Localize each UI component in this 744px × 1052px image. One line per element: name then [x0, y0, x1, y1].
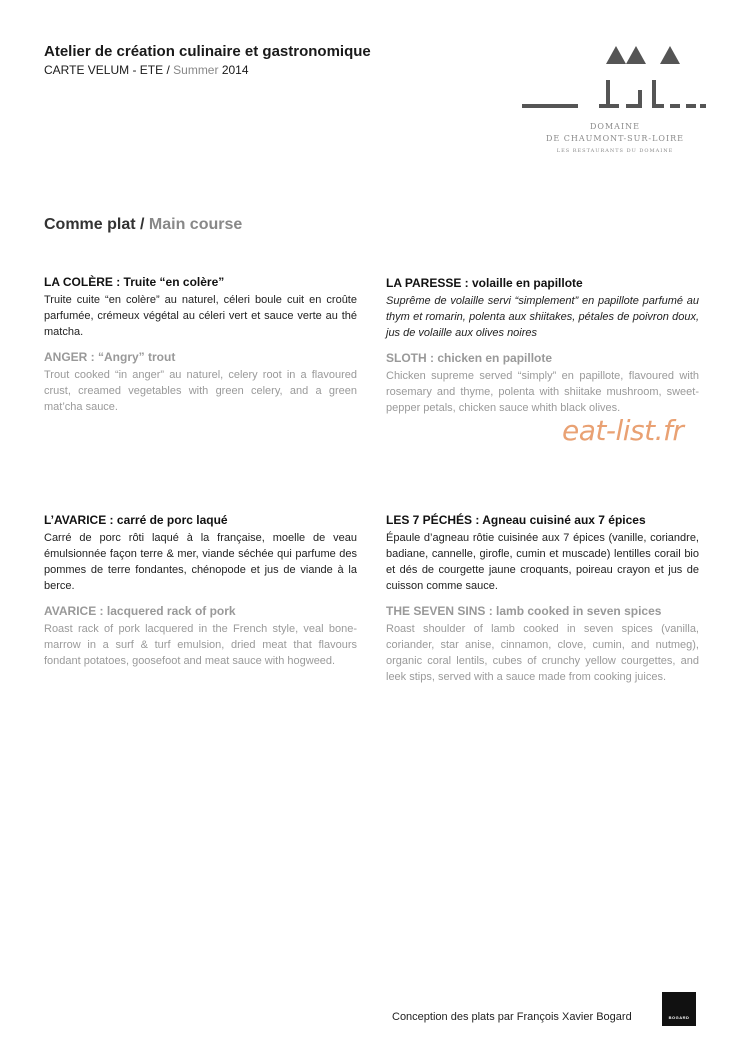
dish-la-paresse [386, 276, 699, 416]
dish-fr-description: Carré de porc rôti laqué à la française, moelle de veau émulsionnée façon terre & mer, viande séchée qui parfume des pommes de terre fondantes, chénopode et jus de viande à la berce. [44, 532, 357, 592]
domaine-logo [522, 42, 708, 162]
subtitle-year: 2014 [218, 63, 249, 77]
subtitle-fr: CARTE VELUM - ETE / [44, 63, 174, 77]
dish-en-description: Roast rack of pork lacquered in the French style, veal bone-marrow in a surf & turf emulsion, dried meat that flavours fondant potatoes, goosefoot and meat sauce with hogweed. [44, 623, 357, 667]
watermark: eat-list.fr [562, 414, 684, 447]
dish-l-avarice [44, 513, 357, 669]
dish-fr-title: L’AVARICE : carré de porc laqué [44, 513, 228, 527]
dish-fr-description: Épaule d’agneau rôtie cuisinée aux 7 épices (vanille, coriandre, badiane, cannelle, girofle, cumin et muscade) lentilles corail bio et dés de courgette jaune croquants, poireau crayon et jus de cuisson comme sauce. [386, 532, 699, 592]
dish-fr-title: LES 7 PÉCHÉS : Agneau cuisiné aux 7 épices [386, 513, 646, 527]
dish-en-title: THE SEVEN SINS : lamb cooked in seven spices [386, 604, 662, 618]
section-title-fr: Comme plat / [44, 216, 149, 233]
dish-en-description: Chicken supreme served “simply” en papillote, flavoured with rosemary and thyme, polenta with shiitake mushroom, sweet-pepper petals, chicken sauce whith black olives. [386, 370, 699, 414]
dish-la-colere [44, 275, 357, 415]
dish-fr-title: LA COLÈRE : Truite “en colère” [44, 275, 225, 289]
castle-logo-icon [522, 42, 708, 114]
dish-fr-title: LA PARESSE : volaille en papillote [386, 276, 583, 290]
footer-credit: Conception des plats par François Xavier Bogard [392, 1011, 632, 1023]
dish-les-7-peches [386, 513, 699, 685]
dish-en-title: ANGER : “Angry” trout [44, 350, 176, 364]
bogard-badge [662, 992, 696, 1026]
dish-fr-description: Suprême de volaille servi “simplement” en papillote parfumé au thym et romarin, polenta aux shiitakes, pétales de poivron doux, jus de volaille aux olives noires [386, 295, 699, 339]
page-title: Atelier de création culinaire et gastronomique [44, 43, 371, 60]
section-title [44, 216, 242, 234]
dish-en-title: SLOTH : chicken en papillote [386, 351, 553, 365]
dish-fr-description: Truite cuite “en colère” au naturel, céleri boule cuit en croûte parfumée, crémeux végétal au céleri vert et sauce verte au thé matcha. [44, 294, 357, 338]
logo-line-3: LES RESTAURANTS DU DOMAINE [556, 148, 674, 154]
dish-en-title: AVARICE : lacquered rack of pork [44, 604, 236, 618]
section-title-en: Main course [148, 216, 243, 233]
logo-line-2: DE CHAUMONT-SUR-LOIRE [545, 134, 684, 143]
subtitle-en: Summer [173, 63, 219, 77]
dish-en-description: Roast shoulder of lamb cooked in seven spices (vanilla, coriander, star anise, cinnamon, clove, cumin, and nutmeg), organic coral lentils, cubes of crunchy yellow courgettes, and leek stips, served with a sauce made from cooking juices. [386, 623, 699, 683]
logo-line-1: DOMAINE [590, 122, 640, 131]
dish-en-description: Trout cooked “in anger” au naturel, celery root in a flavoured crust, creamed vegetables with green celery, and a green mat’cha sauce. [44, 369, 357, 413]
badge-label: BOGARD [668, 1015, 690, 1020]
menu-subtitle [44, 63, 249, 77]
